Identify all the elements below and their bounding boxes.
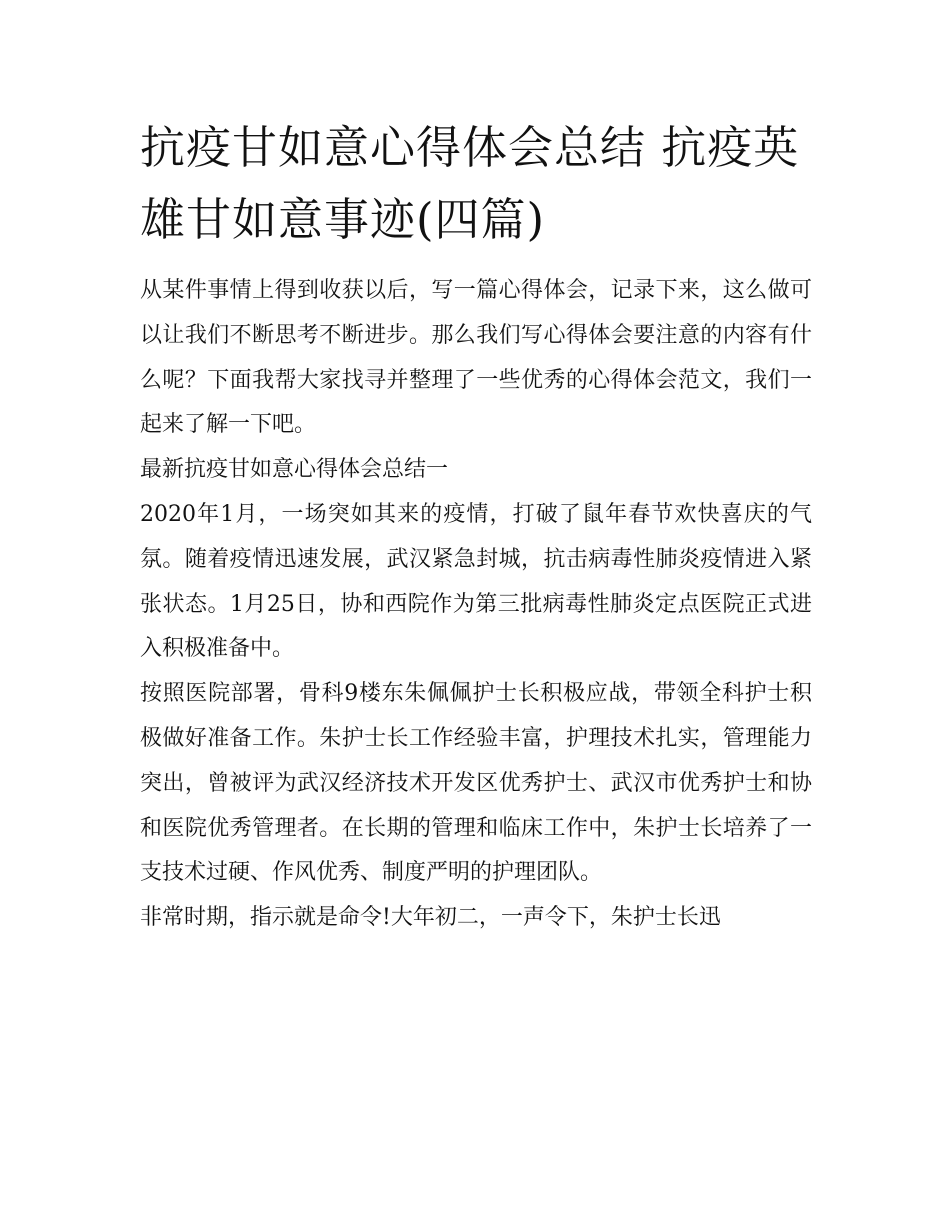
body-paragraph: 非常时期，指示就是命令!大年初二，一声令下，朱护士长迅 (140, 905, 721, 931)
intro-paragraph: 从某件事情上得到收获以后，写一篇心得体会，记录下来，这么做可以让我们不断思考不断进步。那么我们写心得体会要注意的内容有什么呢？下面我帮大家找寻并整理了一些优秀的心得体会范文，我们一起来了解一下吧。 (140, 278, 812, 438)
document-page (140, 112, 812, 941)
document-title: 抗疫甘如意心得体会总结 抗疫英雄甘如意事迹(四篇) (140, 121, 800, 246)
body-paragraph: 2020年1月，一场突如其来的疫情，打破了鼠年春节欢快喜庆的气氛。随着疫情迅速发展，武汉紧急封城，抗击病毒性肺炎疫情进入紧张状态。1月25日，协和西院作为第三批病毒性肺炎定点医院正式进入积极准备中。 (140, 501, 812, 662)
body-paragraph: 按照医院部署，骨科9楼东朱佩佩护士长积极应战，带领全科护士积极做好准备工作。朱护士长工作经验丰富，护理技术扎实，管理能力突出，曾被评为武汉经济技术开发区优秀护士、武汉市优秀护士和协和医院优秀管理者。在长期的管理和临床工作中，朱护士长培养了一支技术过硬、作风优秀、制度严明的护理团队。 (140, 681, 812, 886)
section-heading: 最新抗疫甘如意心得体会总结一 (140, 457, 449, 483)
